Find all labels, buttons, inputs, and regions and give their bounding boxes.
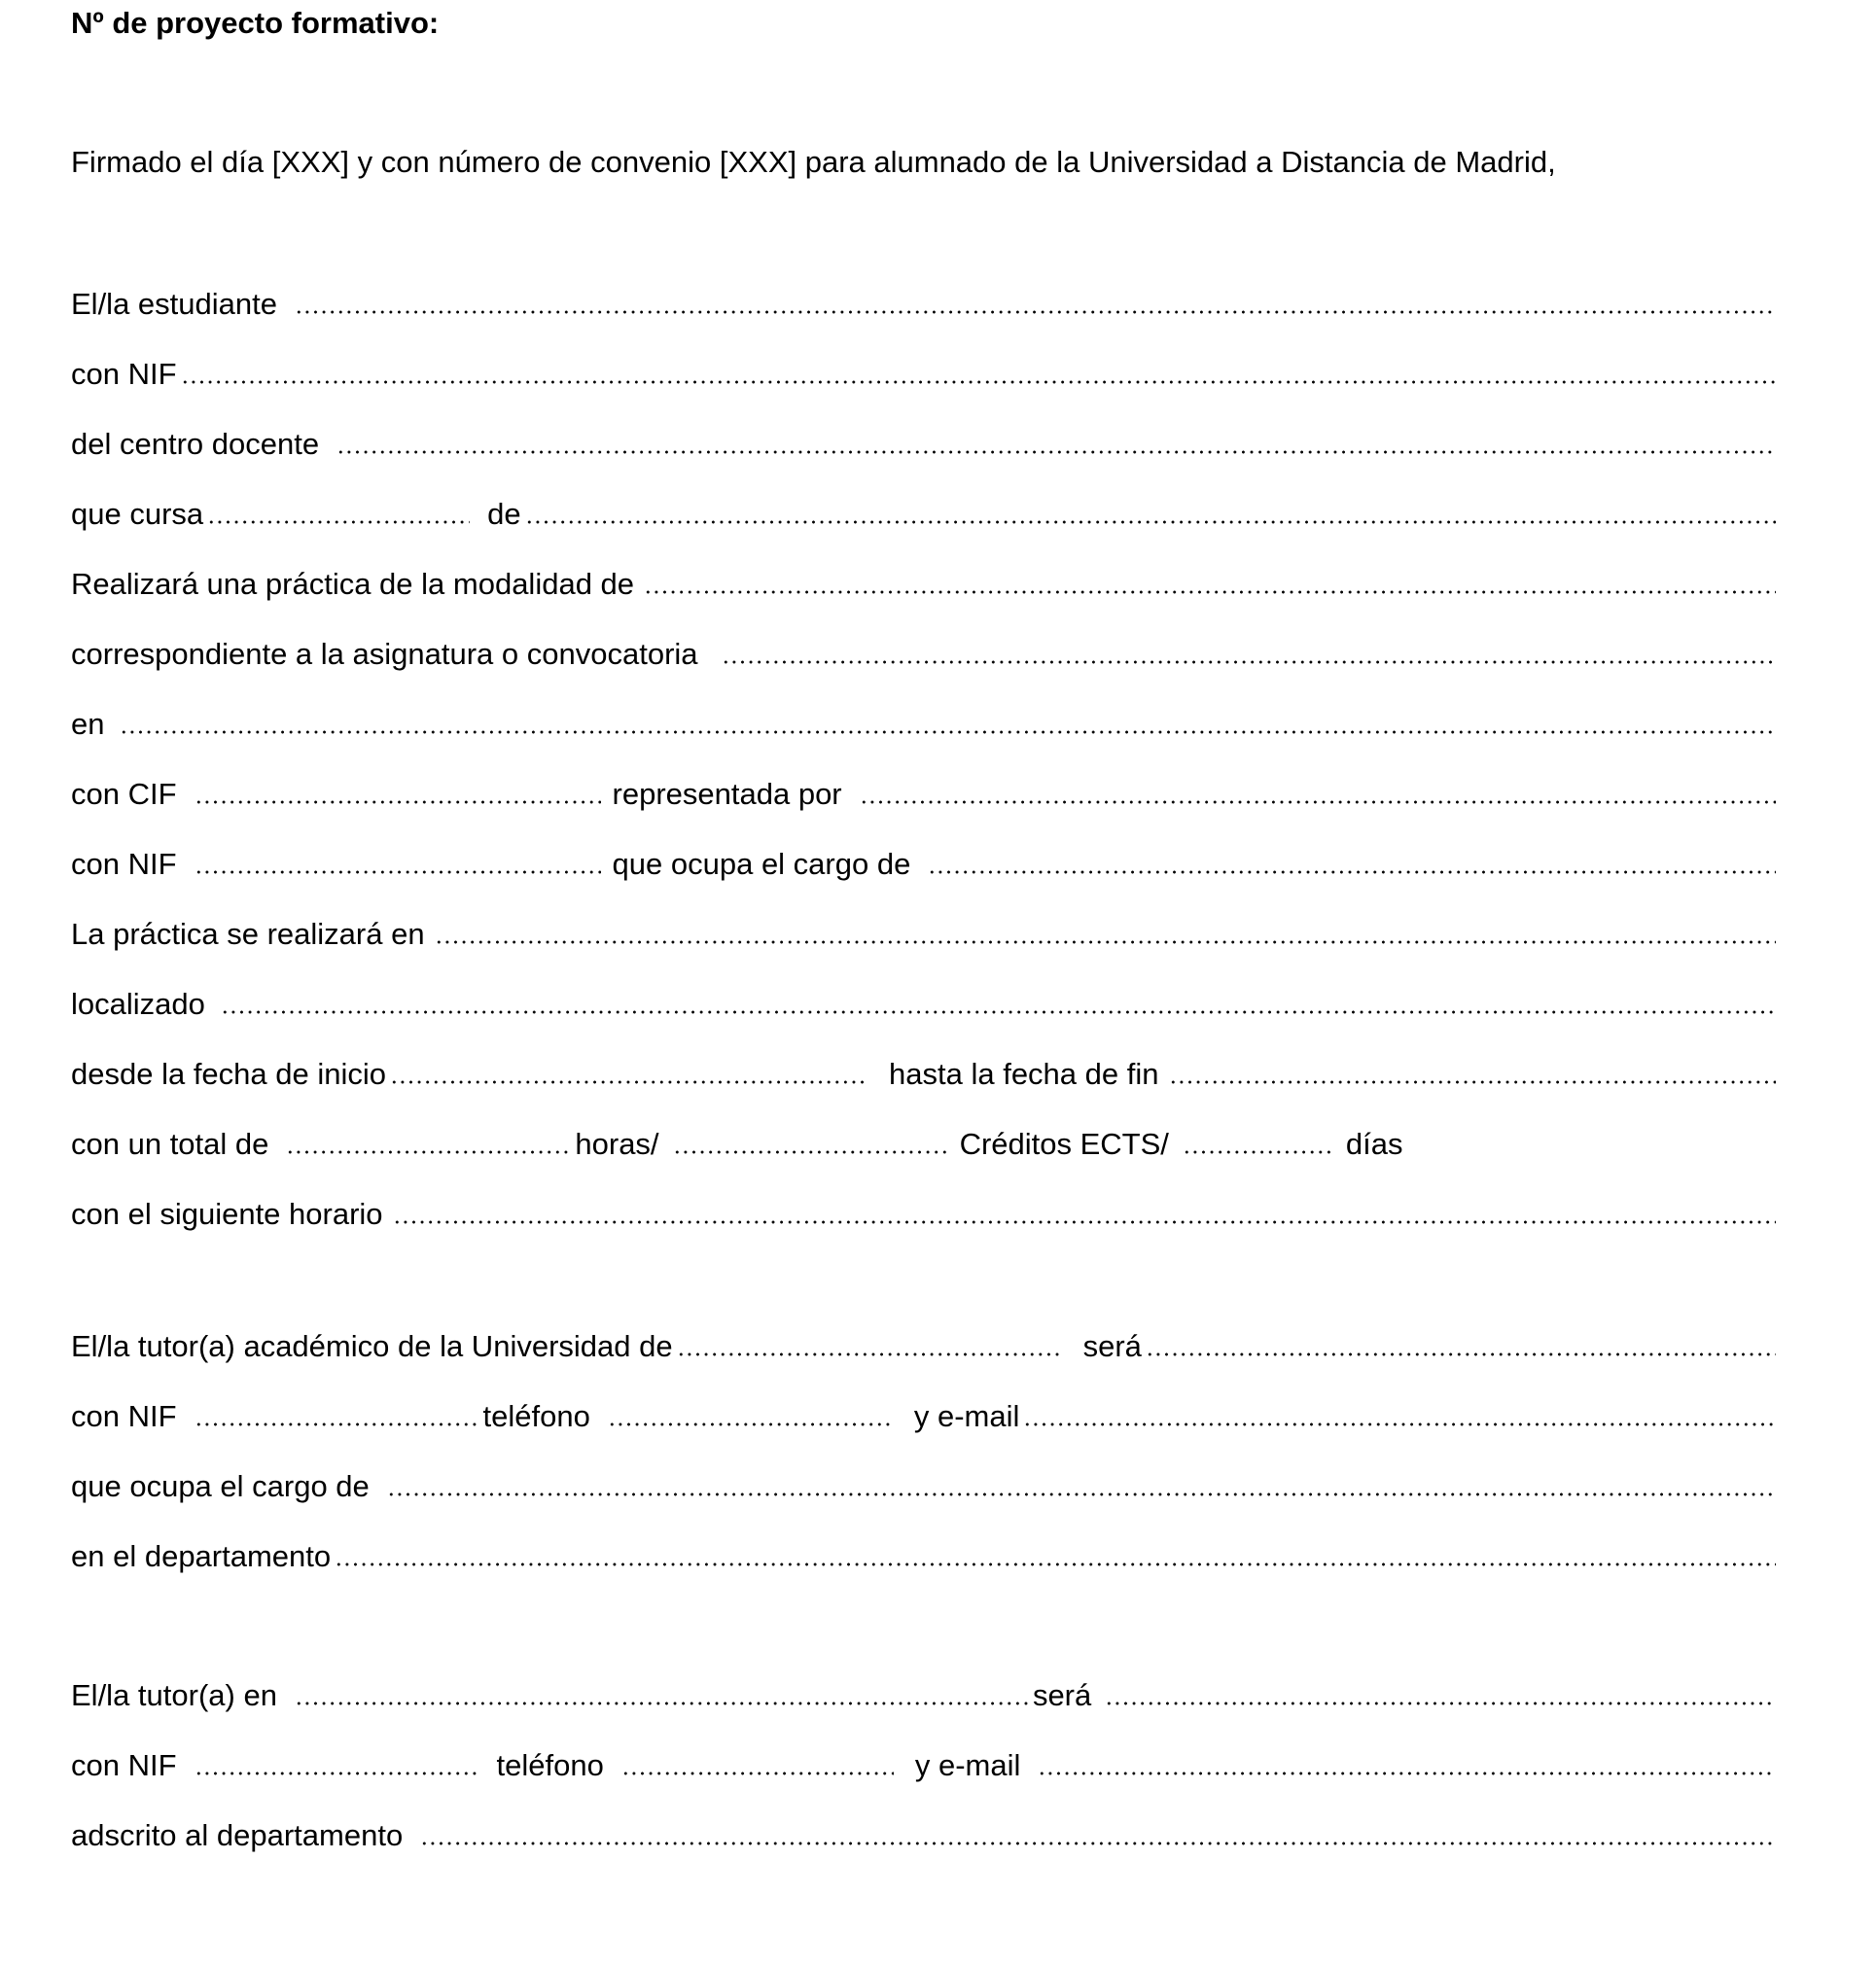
place-row (71, 899, 1780, 969)
subject-row (71, 619, 1780, 689)
label: y e-mail (913, 1399, 1020, 1433)
company-dept-row (71, 1801, 1780, 1871)
label: Créditos ECTS/ (959, 1127, 1169, 1161)
company-row (71, 689, 1780, 759)
student-name-row (71, 269, 1780, 339)
start-date-field[interactable] (390, 1080, 867, 1084)
academic-position-field[interactable] (387, 1492, 1776, 1496)
representative-field[interactable] (860, 800, 1776, 804)
degree-field[interactable] (525, 520, 1776, 524)
days-field[interactable] (1183, 1150, 1332, 1154)
company-email-field[interactable] (1038, 1772, 1776, 1775)
label: representada por (612, 777, 842, 811)
project-number-title: Nº de proyecto formativo: (71, 6, 440, 40)
label: en (71, 707, 105, 741)
academic-nif-field[interactable] (195, 1422, 479, 1426)
intro-paragraph: Firmado el día [XXX] y con número de convenio [XXX] para alumnado de la Universidad a Distancia de Madrid, (71, 145, 1556, 179)
company-name-field[interactable] (295, 1702, 1029, 1705)
label: días (1345, 1127, 1403, 1161)
academic-tutor-name-field[interactable] (1146, 1352, 1776, 1356)
company-dept-field[interactable] (420, 1842, 1776, 1845)
label: será (1032, 1678, 1092, 1712)
end-date-field[interactable] (1169, 1080, 1777, 1084)
label: adscrito al departamento (71, 1818, 404, 1852)
company-contact-row (71, 1731, 1780, 1801)
location-field[interactable] (221, 1010, 1776, 1014)
label: que ocupa el cargo de (612, 847, 911, 881)
label: hasta la fecha de fin (889, 1057, 1159, 1091)
company-tutor-row (71, 1661, 1780, 1731)
student-name-field[interactable] (295, 310, 1776, 314)
label: que cursa (71, 497, 204, 531)
label: en el departamento (71, 1539, 332, 1573)
label: horas/ (575, 1127, 659, 1161)
academic-contact-row (71, 1382, 1780, 1452)
label: El/la tutor(a) académico de la Universidad de (71, 1329, 673, 1363)
label: con el siguiente horario (71, 1197, 383, 1231)
label: con un total de (71, 1127, 269, 1161)
academic-phone-field[interactable] (608, 1422, 893, 1426)
academic-tutor-row (71, 1312, 1780, 1382)
total-row (71, 1109, 1780, 1179)
label: La práctica se realizará en (71, 917, 425, 951)
label: El/la tutor(a) en (71, 1678, 277, 1712)
cif-row (71, 759, 1780, 829)
rep-position-field[interactable] (928, 870, 1776, 874)
company-phone-field[interactable] (621, 1772, 894, 1775)
label: correspondiente a la asignatura o convocatoria (71, 637, 698, 671)
academic-dept-field[interactable] (335, 1562, 1776, 1566)
subject-field[interactable] (722, 660, 1776, 664)
label: con NIF (71, 847, 177, 881)
academic-email-field[interactable] (1023, 1422, 1776, 1426)
rep-nif-field[interactable] (195, 870, 601, 874)
student-nif-field[interactable] (181, 380, 1776, 384)
school-field[interactable] (336, 450, 1776, 454)
cif-field[interactable] (195, 800, 601, 804)
label: del centro docente (71, 427, 320, 461)
label: que ocupa el cargo de (71, 1469, 370, 1503)
academic-tutor-section (71, 1312, 1780, 1592)
company-tutor-name-field[interactable] (1105, 1702, 1776, 1705)
course-field[interactable] (207, 520, 470, 524)
modality-row (71, 549, 1780, 619)
label: teléfono (482, 1399, 590, 1433)
label: con CIF (71, 777, 177, 811)
academic-dept-row (71, 1522, 1780, 1592)
location-row (71, 969, 1780, 1039)
label: será (1082, 1329, 1142, 1363)
label: El/la estudiante (71, 287, 277, 321)
credits-field[interactable] (673, 1150, 948, 1154)
schedule-field[interactable] (393, 1220, 1776, 1224)
rep-nif-row (71, 829, 1780, 899)
hours-field[interactable] (286, 1150, 571, 1154)
place-field[interactable] (435, 940, 1776, 944)
company-tutor-section (71, 1661, 1780, 1871)
company-nif-field[interactable] (195, 1772, 479, 1775)
school-row (71, 409, 1780, 479)
academic-position-row (71, 1452, 1780, 1522)
course-row (71, 479, 1780, 549)
dates-row (71, 1039, 1780, 1109)
modality-field[interactable] (644, 590, 1776, 594)
schedule-row (71, 1179, 1780, 1249)
label: localizado (71, 987, 205, 1021)
label: con NIF (71, 357, 177, 391)
student-section (71, 269, 1780, 1249)
university-field[interactable] (677, 1352, 1062, 1356)
label: con NIF (71, 1748, 177, 1782)
label: teléfono (496, 1748, 604, 1782)
label: desde la fecha de inicio (71, 1057, 387, 1091)
label: y e-mail (914, 1748, 1021, 1782)
student-nif-row (71, 339, 1780, 409)
label: con NIF (71, 1399, 177, 1433)
company-field[interactable] (120, 730, 1776, 734)
label: Realizará una práctica de la modalidad de (71, 567, 635, 601)
label: de (487, 497, 521, 531)
